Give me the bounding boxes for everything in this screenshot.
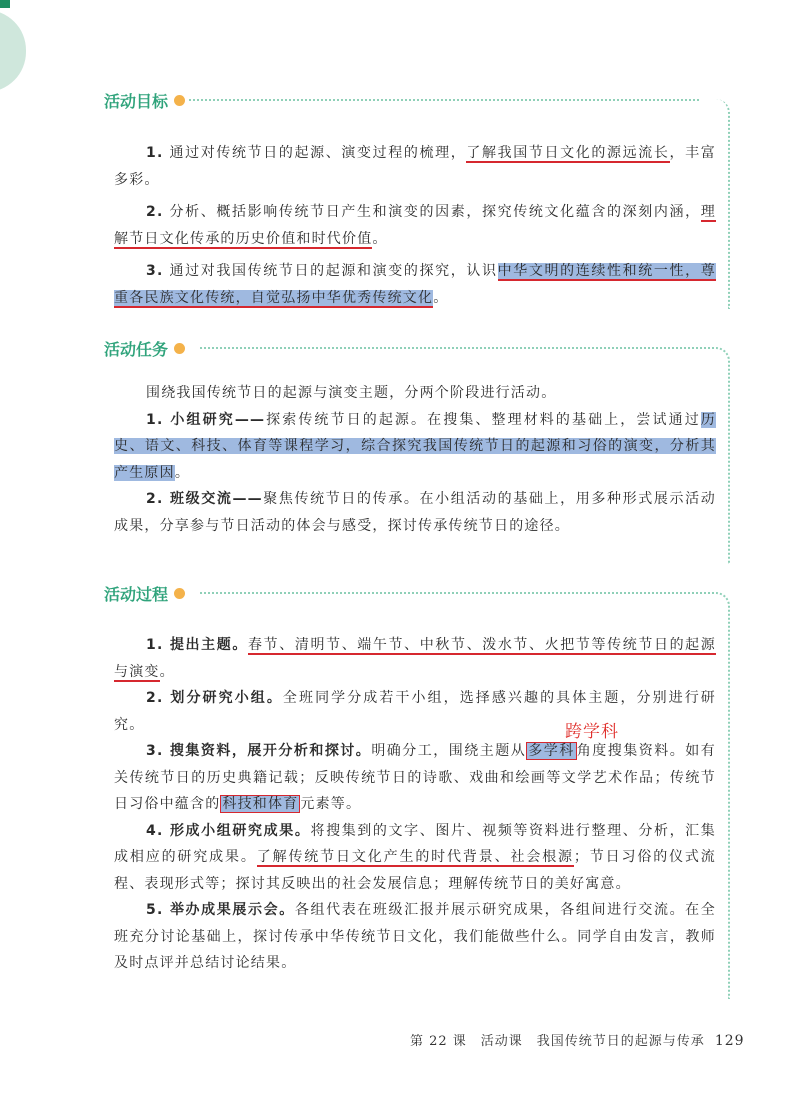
process-step-3: 3. 搜集资料，展开分析和探讨。明确分工，围绕主题从 多学科 角度搜集资料。如有关传统节日的历史典籍记载；反映传统节日的诗歌、戏曲和绘画等文学艺术作品；传统节日习俗中蕴含的 科技和体育 元素等。	[114, 743, 716, 812]
task-intro: 围绕我国传统节日的起源与演变主题，分两个阶段进行活动。	[146, 385, 557, 401]
bullet-dot-icon	[174, 343, 185, 354]
task-section-header	[104, 336, 185, 360]
task-item-1: 1. 小组研究——探索传统节日的起源。在搜集、整理材料的基础上，尝试通过历史、语文、科技、体育等课程学习，综合探究我国传统节日的起源和习俗的演变，分析其产生原因。	[114, 411, 716, 481]
process-step-1: 1. 提出主题。春节、清明节、端午节、中秋节、泼水节、火把节等传统节日的起源与演变。	[114, 637, 716, 680]
process-step-4: 4. 形成小组研究成果。将搜集到的文字、图片、视频等资料进行整理、分析，汇集成相应的研究成果。了解传统节日文化产生的时代背景、社会根源；节日习俗的仪式流程、表现形式等；探讨其反映出的社会发展信息；理解传统节日的美好寓意。	[114, 822, 716, 892]
process-body	[114, 632, 716, 977]
goal-title: 活动目标	[104, 91, 169, 111]
task-title: 活动任务	[104, 339, 169, 359]
process-step-5: 5. 举办成果展示会。各组代表在班级汇报并展示研究成果，各组间进行交流。在全班充分讨论基础上，探讨传承中华传统节日文化，我们能做些什么。同学自由发言，教师及时点评并总结讨论结果。	[114, 902, 716, 971]
handwritten-annotation: 跨学科	[565, 722, 619, 742]
process-step-2: 2. 划分研究小组。全班同学分成若干小组，选择感兴趣的具体主题，分别进行研究。	[114, 690, 716, 733]
process-section-header	[104, 581, 185, 605]
goal-body	[114, 140, 716, 311]
page-number: 129	[714, 1033, 745, 1049]
bullet-dot-icon	[174, 95, 185, 106]
goal-item-2: 2. 分析、概括影响传统节日产生和演变的因素，探究传统文化蕴含的深刻内涵，理解节日文化传承的历史价值和时代价值。	[114, 204, 716, 247]
bullet-dot-icon	[174, 588, 185, 599]
corner-mark	[0, 0, 10, 8]
task-body	[114, 380, 716, 539]
goal-item-1: 1. 通过对传统节日的起源、演变过程的梳理，了解我国节日文化的源远流长，丰富多彩。	[114, 145, 716, 188]
goal-section-header	[104, 88, 699, 112]
process-title: 活动过程	[104, 584, 169, 604]
goal-item-3: 3. 通过对我国传统节日的起源和演变的探究，认识中华文明的连续性和统一性，尊重各民族文化传统，自觉弘扬中华优秀传统文化。	[114, 263, 716, 306]
corner-decoration	[0, 10, 26, 92]
task-item-2: 2. 班级交流——聚焦传统节日的传承。在小组活动的基础上，用多种形式展示活动成果，分享参与节日活动的体会与感受，探讨传承传统节日的途径。	[114, 491, 716, 534]
footer-lesson-title: 第 22 课 活动课 我国传统节日的起源与传承	[410, 1034, 705, 1049]
dotted-rule	[189, 99, 699, 101]
page-footer	[410, 1030, 745, 1049]
